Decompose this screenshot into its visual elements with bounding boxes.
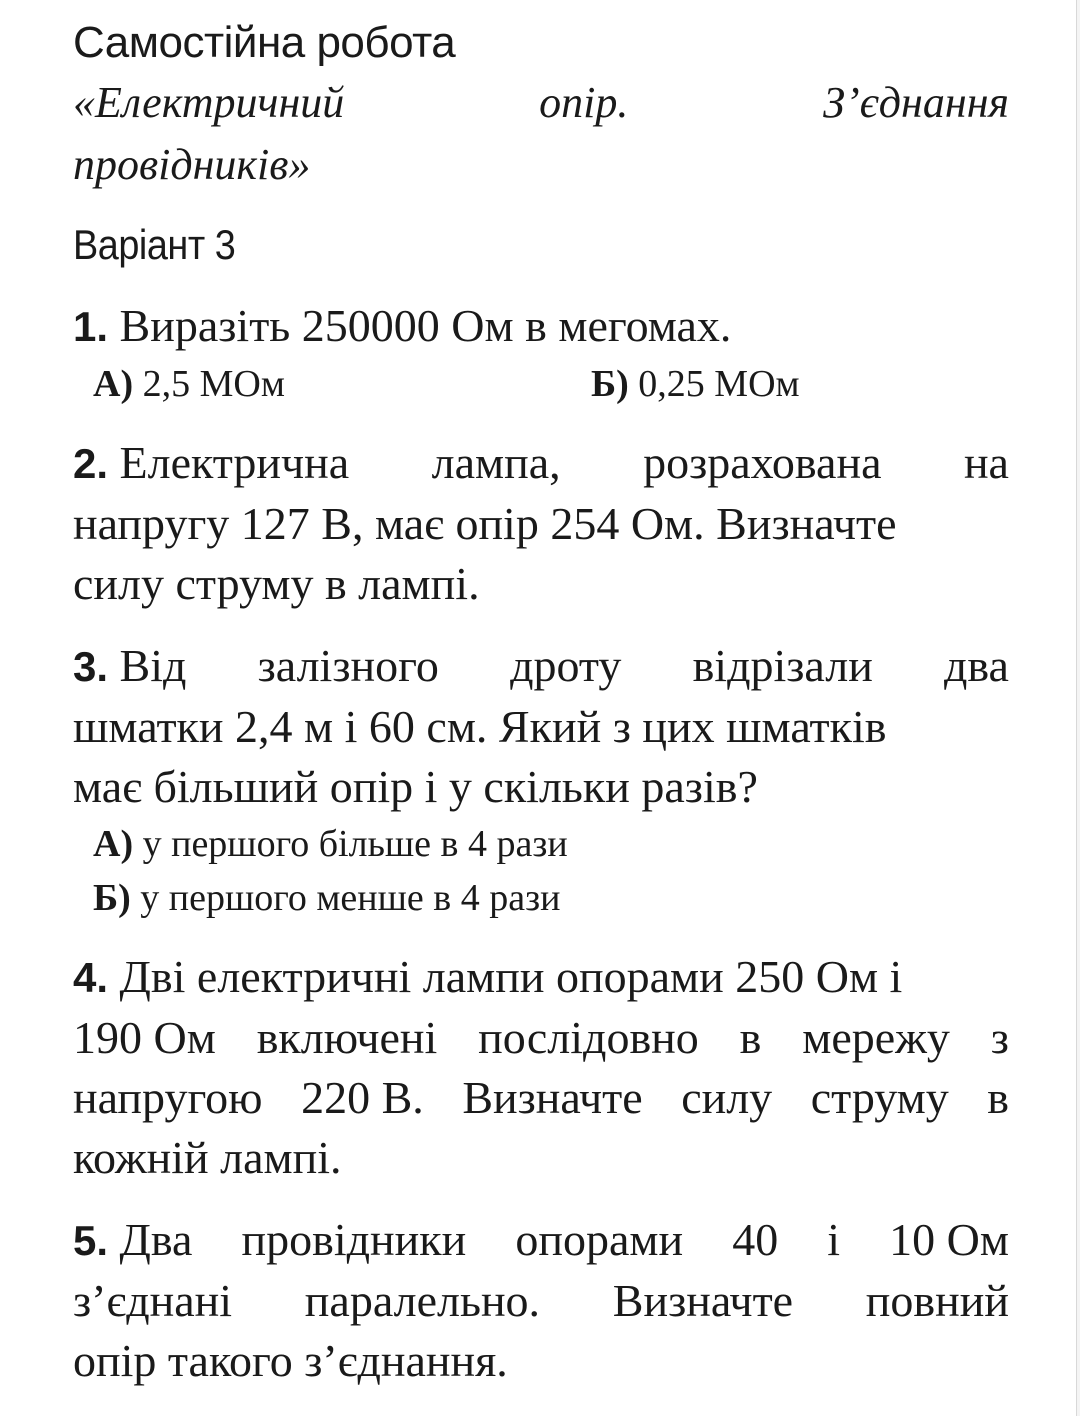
answer-options [73, 357, 1009, 411]
topic-word: «Електричний [73, 78, 345, 127]
option-letter: Б) [591, 363, 629, 405]
worksheet-topic [73, 72, 1009, 196]
task-word: напругою [73, 1072, 263, 1123]
topic-word: З’єднання [823, 78, 1009, 127]
task-text-line: Дві електричні лампи опорами 250 Ом і [119, 951, 903, 1002]
task-text-line: кожній лампі. [73, 1132, 342, 1183]
option-letter: Б) [93, 877, 131, 919]
task-word: Електрична [119, 437, 350, 488]
task-text-line [73, 1068, 1009, 1128]
task-word: Визначте [462, 1072, 643, 1123]
answer-option-b[interactable] [93, 871, 1009, 925]
task-word: і [827, 1214, 841, 1265]
task-word: розрахована [643, 437, 882, 488]
answer-option-a[interactable] [93, 817, 1009, 871]
task-word: з [990, 1012, 1009, 1063]
task-text-line: має більший опір і у скільки разів? [73, 761, 758, 812]
task-word: з’єднані [73, 1275, 233, 1326]
task-4 [73, 947, 1009, 1188]
task-number: 4. [73, 954, 109, 1001]
task-number: 2. [73, 440, 109, 487]
task-text-line [73, 1271, 1009, 1331]
worksheet-title: Самостійна робота [73, 18, 456, 67]
task-word: на [963, 437, 1009, 488]
task-text-line: опір такого з’єднання. [73, 1335, 508, 1386]
answer-options [73, 817, 1009, 925]
task-text-line: силу струму в лампі. [73, 558, 480, 609]
option-letter: А) [93, 823, 134, 865]
task-word: включені [256, 1012, 438, 1063]
variant-label: Варіант 3 [73, 221, 236, 268]
task-word: 10 Ом [889, 1214, 1009, 1265]
topic-word: опір. [539, 78, 629, 127]
task-word: 220 В. [301, 1072, 424, 1123]
task-word: струму [810, 1072, 949, 1123]
task-word: відрізали [692, 640, 873, 691]
task-word: 190 Ом [73, 1012, 216, 1063]
task-word: Два [119, 1214, 193, 1265]
task-word: послідовно [478, 1012, 699, 1063]
task-word: паралельно. [304, 1275, 541, 1326]
task-5 [73, 1210, 1009, 1391]
task-text: Виразіть 250000 Ом в мегомах. [119, 300, 732, 351]
task-text-line: напругу 127 В, має опір 254 Ом. Визначте [73, 498, 897, 549]
task-word: мережу [802, 1012, 950, 1063]
task-word: два [944, 640, 1009, 691]
task-word: опорами [515, 1214, 684, 1265]
task-word: 40 [732, 1214, 779, 1265]
task-word: в [987, 1072, 1009, 1123]
answer-option-a[interactable] [93, 357, 591, 411]
task-word: в [739, 1012, 762, 1063]
option-text: у першого більше в 4 рази [142, 823, 568, 865]
task-word: Визначте [612, 1275, 794, 1326]
task-word: провідники [241, 1214, 467, 1265]
topic-line-1 [73, 72, 1009, 134]
worksheet [73, 14, 1009, 1391]
answer-option-b[interactable] [591, 357, 800, 411]
task-word: повний [865, 1275, 1009, 1326]
task-number: 1. [73, 303, 109, 350]
task-word: лампа, [431, 437, 561, 488]
task-3 [73, 636, 1009, 925]
option-text: 2,5 МОм [142, 363, 285, 405]
task-word: дроту [510, 640, 622, 691]
task-text-line [73, 1008, 1009, 1068]
option-text: 0,25 МОм [638, 363, 800, 405]
option-text: у першого менше в 4 рази [140, 877, 561, 919]
option-letter: А) [93, 363, 134, 405]
task-word: залізного [257, 640, 439, 691]
task-2 [73, 433, 1009, 614]
task-text-line: шматки 2,4 м і 60 см. Який з цих шматків [73, 701, 887, 752]
task-number: 5. [73, 1217, 109, 1264]
task-1 [73, 296, 1009, 411]
task-number: 3. [73, 643, 109, 690]
task-word: Від [119, 640, 187, 691]
task-word: силу [681, 1072, 773, 1123]
topic-line-2: провідників» [73, 140, 311, 189]
